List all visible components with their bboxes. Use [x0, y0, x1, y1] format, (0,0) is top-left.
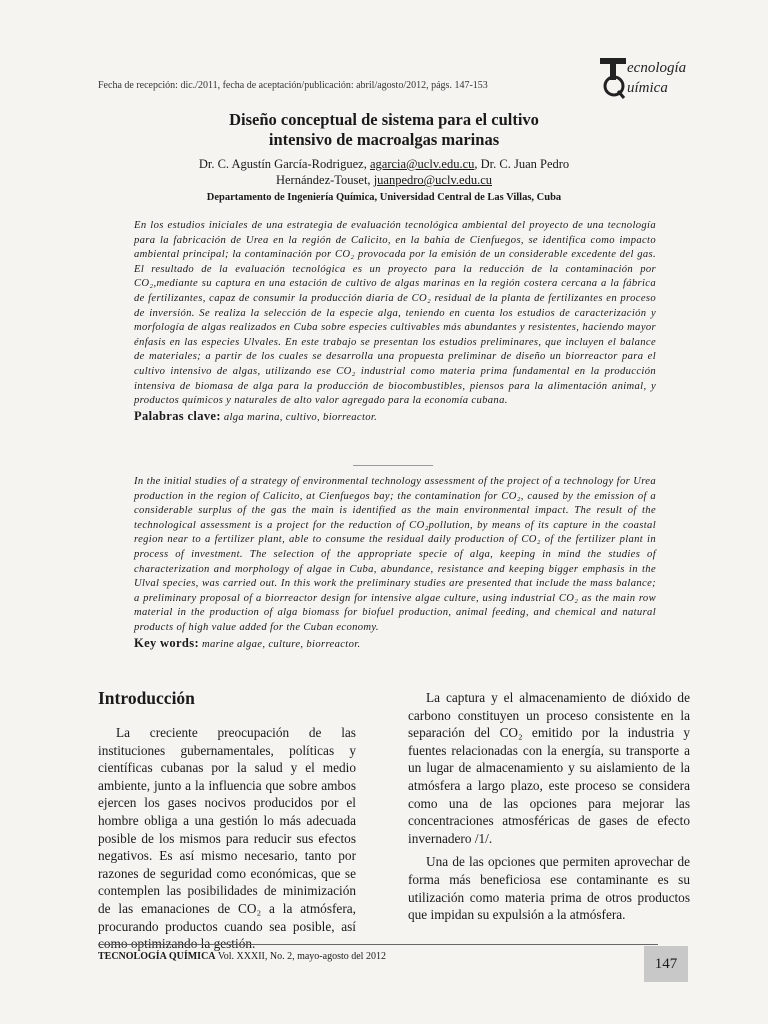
author2-email-link[interactable]: juanpedro@uclv.edu.cu — [373, 173, 492, 187]
abstract-es-text: En los estudios iniciales de una estrategia de evaluación tecnológica ambiental del proyecto de una tecnología para la fabricación de Urea en la región de Calicito, en la bahía de Cienfuegos, se identifica como impacto ambiental principal; la contaminación por CO₂ provocada por la emisión de un considerable excedente del gas. El resultado de la evaluación tecnológica es un proyecto para la reducción de la contaminación por CO₂,mediante su captura en una estación de cultivo de algas marinas en la región costera cercana a la fábrica de fertilizantes, capaz de consumir la producción diaria de CO₂ residual de la planta de fertilizantes en proceso de inversión. Se realiza la selección de la especie alga, teniendo en cuenta los estudios de caracterización y morfología de algas realizados en Cuba sobre especies cultivables más abundantes y resistentes, haciendo mayor énfasis en las especies Ulvales. En este trabajo se presentan los estudios preliminares, que incluyen el balance de materiales; a partir de los cuales se desarrolla una propuesta preliminar de diseño un biorreactor para el cultivo intensivo de algas, utilizando ese CO₂ industrial como materia prima fundamental en la producción intensiva de biomasa de alga para la producción de biocombustibles, piensos para la alimentación animal, y productos químicos y naturales de alto valor agregado para la economía cubana. — [134, 220, 656, 407]
keywords-en — [134, 636, 656, 653]
abstract-divider — [353, 465, 433, 466]
intro-heading: Introducción — [98, 688, 195, 708]
logo-line1: ecnología — [627, 60, 687, 76]
intro-column-left — [98, 724, 356, 953]
reception-info: Fecha de recepción: dic./2011, fecha de aceptación/publicación: abril/agosto/2012, págs. 147-153 — [98, 80, 488, 91]
intro-paragraph-1: La creciente preocupación de las instituciones gubernamentales, políticas y científicas cubanas por la salud y el medio ambiente, junto a la influencia que sobre ambos ejercen los gases nocivos producidos por el hombre obliga a una gestión lo más adecuada posible de los mismos para reducir sus efectos negativos. Es así mismo necesario, tanto por razones de seguridad como económicas, que se contemplen las posibilidades de minimización de las emanaciones de CO₂ a la atmósfera, procurando productos cuando sea posible, así como optimizando la gestión. — [98, 725, 356, 952]
authors — [98, 156, 670, 188]
keywords-es-text: alga marina, cultivo, biorreactor. — [220, 411, 378, 423]
title-line2: intensivo de macroalgas marinas — [268, 130, 500, 149]
author2-name: Hernández-Touset, — [275, 173, 374, 187]
journal-logo — [596, 54, 696, 100]
author1-name: Dr. C. Agustín García-Rodriguez, — [198, 157, 370, 171]
footer-issue: Vol. XXXII, No. 2, mayo-agosto del 2012 — [215, 951, 386, 962]
keywords-en-label: Key words: — [134, 635, 199, 650]
footer-rule — [98, 944, 658, 945]
keywords-en-text: marine algae, culture, biorreactor. — [198, 638, 361, 650]
logo-line2: uímica — [627, 80, 668, 96]
abstract-en-text: In the initial studies of a strategy of environmental technology assessment of the project of a technology for Urea production in the region of Calicito, at Cienfuegos bay; the contamination for CO₂, caused by the emission of a considerable surplus of the gas the main is identified as the main environmental impact. The result of the technological assessment is a project for the reduction of CO₂pollution, by means of its capture in the coastal region near to a fertilizer plant, able to consume the residual daily production of CO₂ of the fertilizer plant in process of investment. The selection of the appropriate specie of alga, keeping in mind the studies of characterization and morphology of algae in Cuba, abundance, resistance and keeping bigger emphasis in the Ulval species, was carried out. In this work the preliminary studies are presented that include the mass balance; a preliminary proposal of a biorreactor design for intensive algae culture, using industrial CO₂ as the main row material in the production of alga biomass for biofuel production, animal feeding, and chemical and natural products of high value added for the Cuban economy. — [134, 476, 656, 633]
department: Departamento de Ingeniería Química, Universidad Central de Las Villas, Cuba — [206, 192, 562, 203]
abstract-es — [134, 219, 656, 425]
keywords-es — [134, 409, 656, 426]
author2-prefix: , Dr. C. Juan Pedro — [474, 157, 570, 171]
intro-paragraph-2: La captura y el almacenamiento de dióxido de carbono constituyen un proceso consistente en la separación del CO₂ emitido por la industria y fuentes relacionadas con la energía, su transporte a un lugar de almacenamiento y su aislamiento de la atmósfera a largo plazo, este proceso se considera como una de las opciones para mejorar las concentraciones atmosféricas de gases de efecto invernadero /1/. — [408, 690, 690, 846]
author1-email-link[interactable]: agarcia@uclv.edu.cu — [369, 157, 475, 171]
abstract-en — [134, 475, 656, 652]
footer-journal: TECNOLOGÍA QUÍMICA — [98, 951, 216, 962]
paper-title — [98, 110, 670, 150]
title-line1: Diseño conceptual de sistema para el cultivo — [229, 110, 539, 129]
intro-paragraph-3: Una de las opciones que permiten aprovechar de forma más beneficiosa ese contaminante es su utilización como materia prima de otros productos que impidan su expulsión a la atmósfera. — [408, 854, 690, 923]
intro-column-right — [408, 689, 690, 924]
page-number: 147 — [644, 946, 688, 982]
footer-citation — [98, 951, 386, 962]
keywords-es-label: Palabras clave: — [134, 408, 221, 423]
